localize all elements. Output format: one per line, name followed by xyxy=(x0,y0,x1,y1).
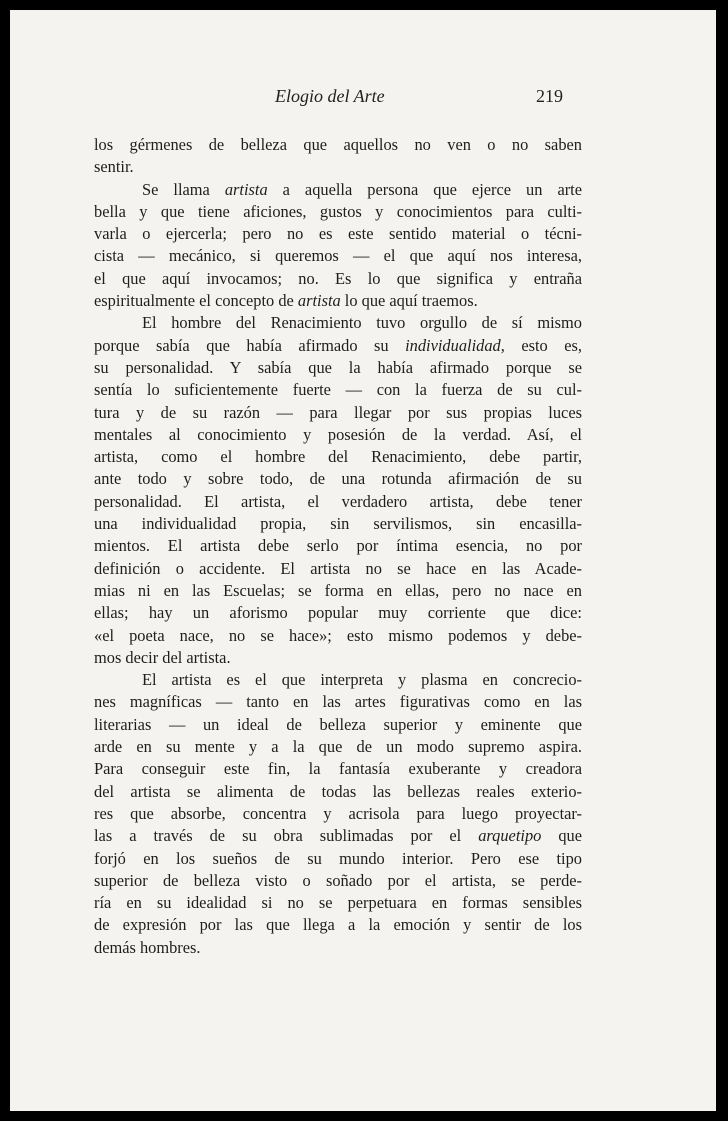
text-line xyxy=(94,335,582,357)
text-run: una individualidad propia, sin servilismos, sin encasilla- xyxy=(94,514,582,534)
text-run: bella y que tiene aficiones, gustos y conocimientos para culti- xyxy=(94,201,582,221)
text-run: porque sabía que había afirmado su xyxy=(94,335,406,355)
text-line xyxy=(94,357,582,379)
emphasized-term: artista xyxy=(224,179,268,199)
text-run: sentir. xyxy=(94,157,134,177)
text-line xyxy=(94,156,582,178)
text-run: definición o accidente. El artista no se hace en las Acade- xyxy=(94,558,582,578)
text-run: que xyxy=(541,826,583,846)
text-run: mentales al conocimiento y posesión de la verdad. Así, el xyxy=(94,424,582,444)
text-line xyxy=(94,914,582,936)
text-line xyxy=(94,491,582,513)
text-run: mias ni en las Escuelas; se forma en ellas, pero no nace en xyxy=(94,580,582,600)
text-run: El artista es el que interpreta y plasma en concrecio- xyxy=(142,670,582,690)
text-run: varla o ejercerla; pero no es este sentido material o técni- xyxy=(94,224,582,244)
text-line xyxy=(94,379,582,401)
text-run: las a través de su obra sublimadas por el xyxy=(94,826,479,846)
page-header xyxy=(10,86,716,114)
text-line xyxy=(94,134,582,156)
text-line xyxy=(94,179,582,201)
text-line xyxy=(94,781,582,803)
text-line xyxy=(94,825,582,847)
text-run: lo que aquí traemos. xyxy=(340,291,478,311)
text-run: superior de belleza visto o soñado por el artista, se perde- xyxy=(94,870,582,890)
text-run: el que aquí invocamos; no. Es lo que significa y entraña xyxy=(94,268,582,288)
emphasized-term: individualidad, xyxy=(405,335,505,355)
text-line xyxy=(94,669,582,691)
text-run: los gérmenes de belleza que aquellos no ven o no saben xyxy=(94,135,582,154)
text-run: esto es, xyxy=(504,335,582,355)
emphasized-term: arquetipo xyxy=(478,826,542,846)
text-line xyxy=(94,223,582,245)
text-line xyxy=(94,580,582,602)
text-line xyxy=(94,446,582,468)
running-title: Elogio del Arte xyxy=(275,86,385,106)
text-line xyxy=(94,312,582,334)
text-line xyxy=(94,558,582,580)
text-line xyxy=(94,535,582,557)
text-line xyxy=(94,736,582,758)
text-line xyxy=(94,201,582,223)
text-line xyxy=(94,625,582,647)
text-run: de expresión por las que llega a la emoción y sentir de los xyxy=(94,915,582,935)
text-run: a aquella persona que ejerce un arte xyxy=(267,179,583,199)
text-line xyxy=(94,468,582,490)
text-line xyxy=(94,892,582,914)
text-run: mos decir del artista. xyxy=(94,647,231,667)
text-run: El hombre del Renacimiento tuvo orgullo de sí mismo xyxy=(142,313,582,333)
text-line xyxy=(94,691,582,713)
text-run: arde en su mente y a la que de un modo supremo aspira. xyxy=(94,737,582,757)
text-line xyxy=(94,803,582,825)
text-run: artista, como el hombre del Renacimiento, debe partir, xyxy=(94,447,582,467)
text-run: forjó en los sueños de su mundo interior. Pero ese tipo xyxy=(94,848,582,868)
text-line xyxy=(94,268,582,290)
text-line xyxy=(94,290,582,312)
text-run: espiritualmente el concepto de xyxy=(94,291,298,311)
text-run: literarias — un ideal de belleza superior y eminente que xyxy=(94,714,582,734)
text-line xyxy=(94,848,582,870)
text-run: ellas; hay un aforismo popular muy corriente que dice: xyxy=(94,603,582,623)
text-run: ante todo y sobre todo, de una rotunda afirmación de su xyxy=(94,469,582,489)
text-line xyxy=(94,647,582,669)
text-run: sentía lo suficientemente fuerte — con la fuerza de su cul- xyxy=(94,380,582,400)
text-run: Para conseguir este fin, la fantasía exuberante y creadora xyxy=(94,759,582,779)
text-line xyxy=(94,758,582,780)
text-run: del artista se alimenta de todas las bellezas reales exterio- xyxy=(94,781,582,801)
text-line xyxy=(94,513,582,535)
text-line xyxy=(94,602,582,624)
body-text xyxy=(94,134,582,959)
text-run: «el poeta nace, no se hace»; esto mismo podemos y debe- xyxy=(94,625,582,645)
text-run: nes magníficas — tanto en las artes figurativas como en las xyxy=(94,692,582,712)
text-run: demás hombres. xyxy=(94,937,201,957)
page-number: 219 xyxy=(536,86,563,106)
text-run: tura y de su razón — para llegar por sus propias luces xyxy=(94,402,582,422)
text-run: res que absorbe, concentra y acrisola para luego proyectar- xyxy=(94,803,582,823)
text-run: Se llama xyxy=(142,179,225,199)
text-run: cista — mecánico, si queremos — el que aquí nos interesa, xyxy=(94,246,582,266)
text-run: su personalidad. Y sabía que la había afirmado porque se xyxy=(94,357,582,377)
text-line xyxy=(94,424,582,446)
text-line xyxy=(94,245,582,267)
emphasized-term: artista xyxy=(297,291,341,311)
text-line xyxy=(94,937,582,959)
text-run: personalidad. El artista, el verdadero artista, debe tener xyxy=(94,491,582,511)
text-line xyxy=(94,870,582,892)
book-page xyxy=(10,10,716,1111)
text-line xyxy=(94,714,582,736)
text-line xyxy=(94,402,582,424)
text-run: mientos. El artista debe serlo por íntima esencia, no por xyxy=(94,536,582,556)
text-run: ría en su idealidad si no se perpetuara en formas sensibles xyxy=(94,893,582,913)
